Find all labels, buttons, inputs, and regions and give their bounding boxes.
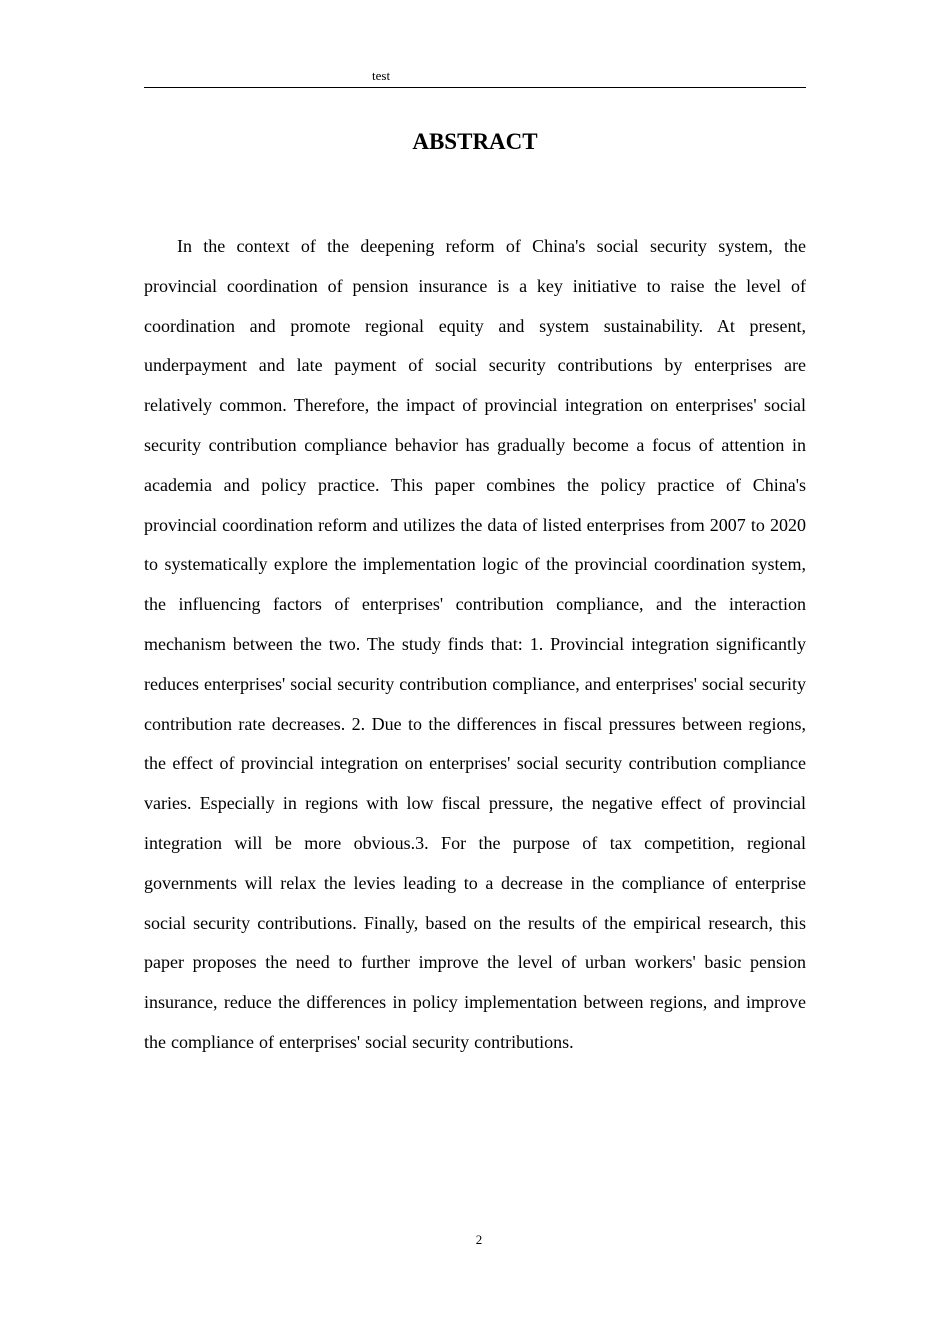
page-number: 2	[475, 1232, 483, 1247]
running-header	[144, 68, 806, 88]
abstract-paragraph: In the context of the deepening reform of China's social security system, the provincial coordination of pension insurance is a key initiative to raise the level of coordination and promote regional equity and system sustainability. At present, underpayment and late payment of social security contributions by enterprises are relatively common. Therefore, the impact of provincial integration on enterprises' social security contribution compliance behavior has gradually become a focus of attention in academia and policy practice. This paper combines the policy practice of China's provincial coordination reform and utilizes the data of listed enterprises from 2007 to 2020 to systematically explore the implementation logic of the provincial coordination system, the influencing factors of enterprises' contribution compliance, and the interaction mechanism between the two. The study finds that: 1. Provincial integration significantly reduces enterprises' social security contribution compliance, and enterprises' social security contribution rate decreases. 2. Due to the differences in fiscal pressures between regions, the effect of provincial integration on enterprises' social security contribution compliance varies. Especially in regions with low fiscal pressure, the negative effect of provincial integration will be more obvious.3. For the purpose of tax competition, regional governments will relax the levies leading to a decrease in the compliance of enterprise social security contributions. Finally, based on the results of the empirical research, this paper proposes the need to further improve the level of urban workers' basic pension insurance, reduce the differences in policy implementation between regions, and improve the compliance of enterprises' social security contributions.	[144, 236, 806, 1052]
running-header-text: test	[372, 68, 391, 83]
abstract-title: ABSTRACT	[412, 129, 538, 154]
